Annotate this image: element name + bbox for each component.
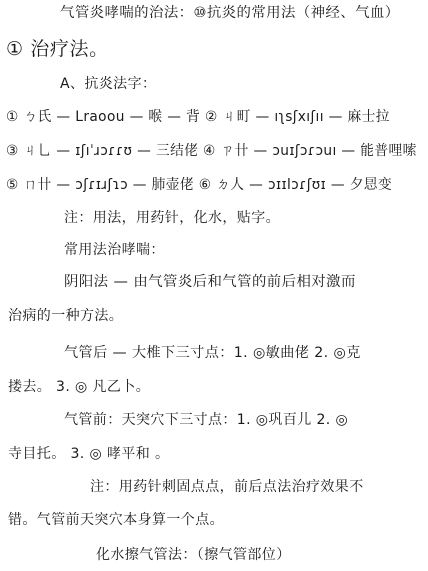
- trachea-back-points-continued: 搂去。 3. ◎ 凡乙卜。: [8, 379, 151, 395]
- note-acupuncture-line: 注：用药针刺固点点，前后点法治疗效果不: [90, 479, 364, 495]
- yin-yang-method-line: 阴阳法 — 由气管炎后和气管的前后相对激而: [64, 274, 356, 290]
- note-acupuncture-continued: 错。气管前天突穴本身算一个点。: [8, 512, 224, 528]
- list-item-3-4: ③ ㄐ乚 — ɪʃıˈɹɔɾɾʊ — 三结佬 ④ ㄗ卄 — ɔuɪʃɔɾɔuı — 能普哩嗦: [6, 143, 417, 159]
- note-usage-line: 注：用法，用药针，化水，贴字。: [64, 210, 280, 226]
- trachea-back-points-line: 气管后 — 大椎下三寸点：1. ◎敏曲佬 2. ◎克: [64, 345, 361, 361]
- list-item-5-6: ⑤ ㄇ卄 — ɔʃɾɪɹʃɿɔ — 肺壶佬 ⑥ ㄉ人 — ɔɪɪlɔɾʃʊɪ — 夕㤙变: [6, 177, 393, 193]
- section-one-title: ① 治疗法。: [6, 38, 109, 60]
- list-item-1-2: ① ㄅ氏 — Lraoou — 喉 — 背 ② ㄐ町 — ıʅsʃxıʃıı — 麻士拉: [6, 109, 390, 125]
- heading-line: 气管炎哮喘的治法：⑩抗炎的常用法（神经、气血）: [60, 5, 400, 21]
- common-methods-title: 常用法治哮喘：: [64, 242, 165, 258]
- trachea-front-points-line: 气管前：天突穴下三寸点：1. ◎巩百儿 2. ◎: [64, 412, 349, 428]
- trachea-front-points-continued: 寺目托。 3. ◎ 哮平和 。: [8, 446, 170, 462]
- subsection-a-title: A、抗炎法字：: [60, 76, 157, 92]
- yin-yang-method-continued: 治病的一种方法。: [8, 308, 124, 324]
- water-rubbing-method-line: 化水擦气管法：（擦气管部位）: [96, 547, 291, 563]
